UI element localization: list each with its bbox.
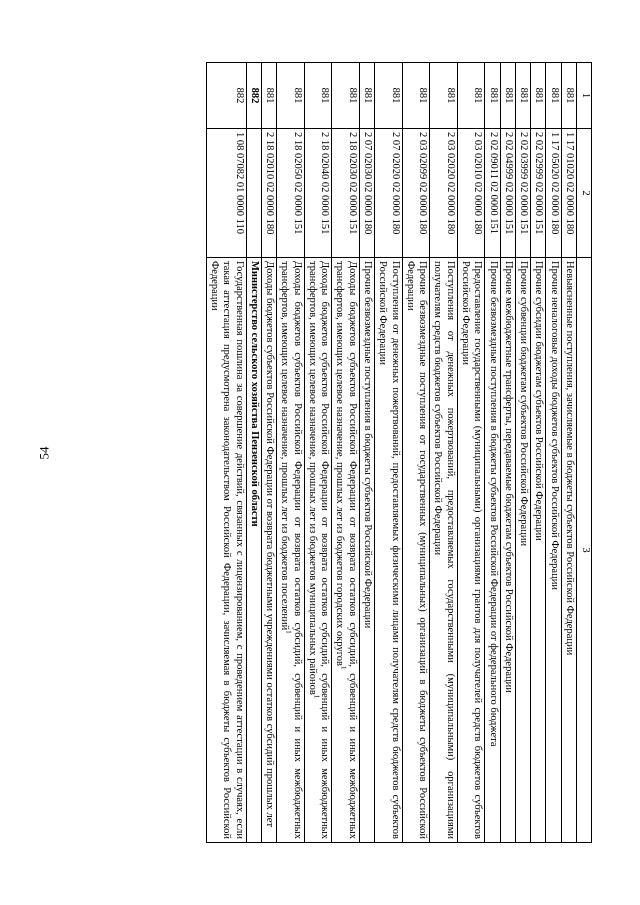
table-row: [277, 63, 305, 843]
admin-code-cell: 881: [515, 63, 530, 129]
revenue-classification-table: [206, 62, 592, 843]
revenue-description-cell: [261, 258, 276, 843]
table-row: [332, 63, 360, 843]
revenue-description-text: Прочие межбюджетные трансферты, передаваемые бюджетам субъектов Российской Федерации: [502, 261, 514, 693]
table-row: [206, 63, 246, 843]
table-row: [515, 63, 530, 843]
admin-code-cell: 881: [402, 63, 430, 129]
revenue-description-text: Прочие безвозмездные поступления в бюджеты субъектов Российской Федерации от федерального бюджета: [487, 261, 499, 747]
admin-code-cell: 881: [430, 63, 458, 129]
admin-code-cell: 882: [246, 63, 261, 129]
table-row: [402, 63, 430, 843]
revenue-description-cell: [277, 258, 305, 843]
budget-classification-code-cell: 2 07 02030 02 0000 180: [359, 129, 374, 258]
table-row: [304, 63, 332, 843]
budget-classification-code-cell: 2 02 04999 02 0000 151: [500, 129, 515, 258]
admin-code-cell: 881: [304, 63, 332, 129]
budget-classification-code-cell: 2 18 02030 02 0000 151: [332, 129, 360, 258]
budget-classification-code-cell: 2 18 02040 02 0000 151: [304, 129, 332, 258]
admin-code-cell: 881: [531, 63, 546, 129]
table-row: [246, 63, 261, 843]
table-body: [206, 63, 576, 843]
revenue-description-cell: [500, 258, 515, 843]
admin-code-cell: 881: [500, 63, 515, 129]
revenue-description-cell: [561, 258, 576, 843]
admin-code-cell: 881: [359, 63, 374, 129]
header-column-2: 2: [577, 129, 592, 258]
revenue-description-cell: [375, 258, 403, 843]
revenue-description-cell: [359, 258, 374, 843]
admin-code-cell: 881: [546, 63, 561, 129]
revenue-description-cell: [546, 258, 561, 843]
revenue-description-cell: [515, 258, 530, 843]
revenue-description-cell: [206, 258, 246, 843]
revenue-description-text: Прочие безвозмездные поступления от государственных (муниципальных) организаций в бюджеты субъектов Российской Федерации: [404, 261, 429, 839]
revenue-description-cell: [402, 258, 430, 843]
revenue-description-text: Доходы бюджетов субъектов Российской Федерации от возврата бюджетными учреждениями остатков субсидий прошлых лет: [264, 261, 276, 828]
budget-classification-code-cell: 2 03 02099 02 0000 180: [402, 129, 430, 258]
footnote-marker: 1: [312, 694, 321, 699]
table-row: [359, 63, 374, 843]
budget-classification-code-cell: 1 08 07082 01 0000 110: [206, 129, 246, 258]
header-column-3: 3: [577, 258, 592, 843]
table-row: [261, 63, 276, 843]
rotated-page-content: [64, 62, 592, 842]
admin-code-cell: 881: [457, 63, 485, 129]
budget-classification-code-cell: 1 17 01020 02 0000 180: [561, 129, 576, 258]
revenue-description-text: Прочие безвозмездные поступления в бюджеты субъектов Российской Федерации: [362, 261, 374, 629]
revenue-description-cell: [304, 258, 332, 843]
table-row: [485, 63, 500, 843]
revenue-description-cell: [485, 258, 500, 843]
revenue-description-text: Министерство сельского хозяйства Пензенской области: [248, 261, 260, 527]
page-number-text: 54: [36, 446, 51, 459]
revenue-description-text: Прочие субсидии бюджетам субъектов Российской Федерации: [533, 261, 545, 541]
revenue-description-cell: [246, 258, 261, 843]
revenue-description-text: Государственная пошлина за совершение действий, связанных с лицензированием, с проведением аттестации в случаях, если такая аттестация предусмотрена законодательством Российской Федерации, зачисляемая в бюджеты субъектов Российской Федерации: [208, 261, 245, 839]
revenue-description-text: Доходы бюджетов субъектов Российской Федерации от возврата остатков субсидий, субвенций и иных межбюджетных трансфертов, имеющих целевое назначение, прошлых лет из бюджетов муниципальных районов: [306, 261, 331, 839]
table-row: [500, 63, 515, 843]
revenue-description-cell: [531, 258, 546, 843]
revenue-description-cell: [430, 258, 458, 843]
revenue-description-text: Прочие неналоговые доходы бюджетов субъектов Российской Федерации: [548, 261, 560, 590]
table-row: [546, 63, 561, 843]
table-row: [561, 63, 576, 843]
revenue-description-cell: [457, 258, 485, 843]
budget-classification-code-cell: 2 02 09011 02 0000 151: [485, 129, 500, 258]
admin-code-cell: 881: [485, 63, 500, 129]
table-row: [531, 63, 546, 843]
budget-classification-code-cell: 1 17 05020 02 0000 180: [546, 129, 561, 258]
admin-code-cell: 881: [277, 63, 305, 129]
budget-classification-code-cell: [246, 129, 261, 258]
footnote-marker: 1: [284, 630, 293, 634]
table-row: [375, 63, 403, 843]
revenue-description-cell: [332, 258, 360, 843]
revenue-description-text: Доходы бюджетов субъектов Российской Федерации от возврата остатков субсидий, субвенций и иных межбюджетных трансфертов, имеющих целевое назначение, прошлых лет из бюджетов городских округов: [334, 261, 358, 839]
revenue-description-text: Поступления от денежных пожертвований, предоставляемых физическими лицами получателям средств бюджетов субъектов Российской Федерации: [377, 261, 401, 839]
admin-code-cell: 882: [206, 63, 246, 129]
budget-classification-code-cell: 2 02 03999 02 0000 151: [515, 129, 530, 258]
revenue-description-text: Прочие субвенции бюджетам субъектов Российской Федерации: [518, 261, 530, 547]
header-column-1: 1: [577, 63, 592, 129]
admin-code-cell: 881: [332, 63, 360, 129]
table-header-row: [577, 63, 592, 843]
revenue-description-text: Доходы бюджетов субъектов Российской Федерации от возврата остатков субсидий, субвенций и иных межбюджетных трансфертов, имеющих целевое назначение, прошлых лет из бюджетов поселений: [279, 261, 303, 839]
budget-classification-code-cell: 2 18 02010 02 0000 180: [261, 129, 276, 258]
budget-classification-code-cell: 2 02 02999 02 0000 151: [531, 129, 546, 258]
budget-classification-code-cell: 2 03 02020 02 0000 180: [430, 129, 458, 258]
table-row: [430, 63, 458, 843]
budget-classification-code-cell: 2 18 02050 02 0000 151: [277, 129, 305, 258]
admin-code-cell: 881: [261, 63, 276, 129]
revenue-description-text: Невыясненные поступления, зачисляемые в бюджеты субъектов Российской Федерации: [564, 261, 575, 656]
table-row: [457, 63, 485, 843]
budget-classification-code-cell: 2 03 02010 02 0000 180: [457, 129, 485, 258]
revenue-description-text: Предоставление государственными (муниципальными) организациями грантов для получателей средств бюджетов субъектов Российской Федерации: [460, 261, 484, 839]
budget-classification-code-cell: 2 07 02020 02 0000 180: [375, 129, 403, 258]
admin-code-cell: 881: [561, 63, 576, 129]
revenue-description-text: Поступления от денежных пожертвований, предоставляемых государственными (муниципальными) организациями получателям средств бюджетов субъектов Российской Федерации: [432, 261, 456, 839]
admin-code-cell: 881: [375, 63, 403, 129]
footnote-marker: 1: [340, 665, 348, 670]
page-number: [28, 0, 60, 905]
